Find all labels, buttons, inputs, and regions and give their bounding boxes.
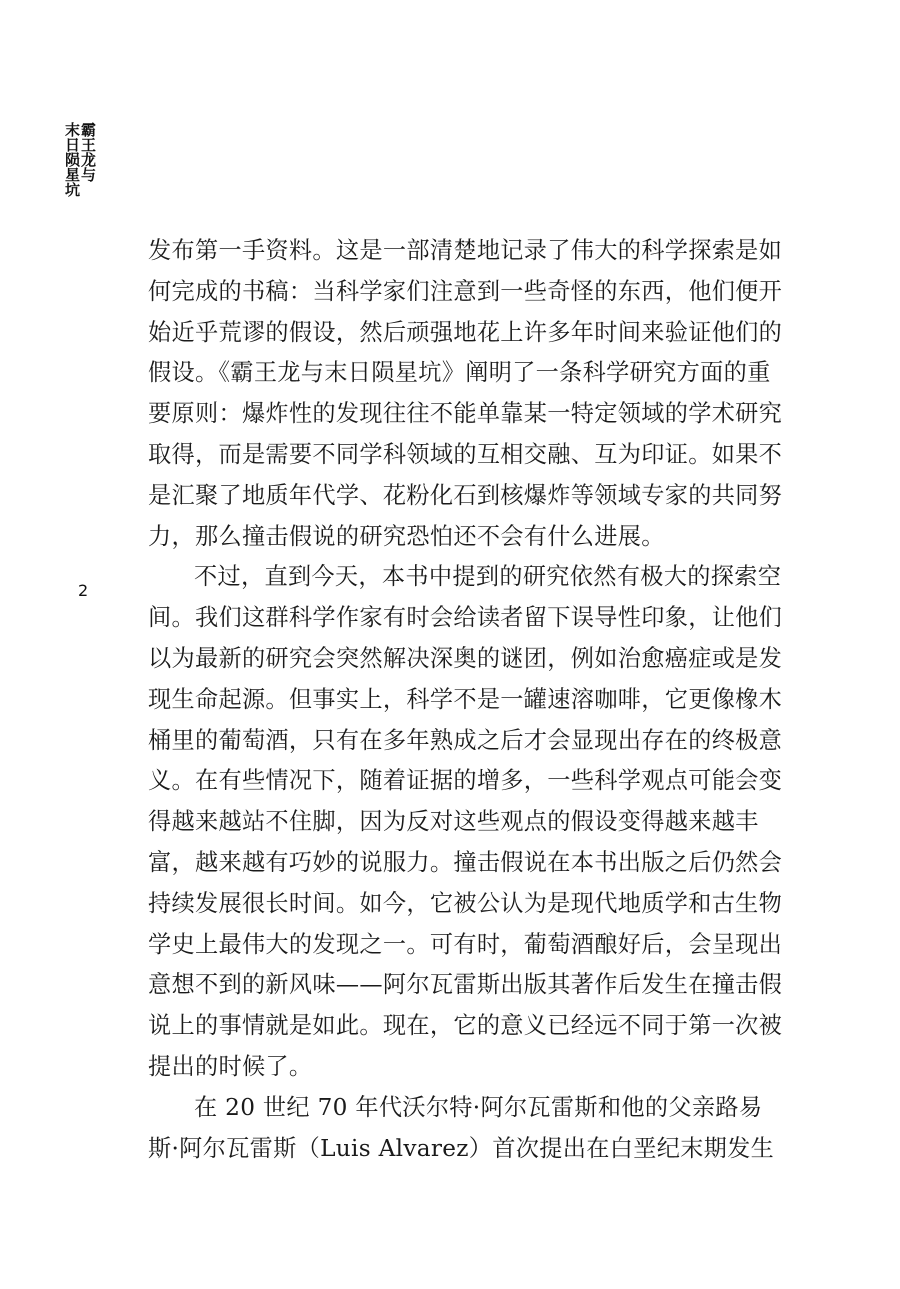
text-line: 义。在有些情况下，随着证据的增多，一些科学观点可能会变: [148, 767, 783, 795]
text-line: 发布第一手资料。这是一部清楚地记录了伟大的科学探索是如: [148, 237, 783, 264]
text-line: 说上的事情就是如此。现在，它的意义已经远不同于第一次被: [148, 1012, 783, 1040]
text-line: 取得，而是需要不同学科领域的互相交融、互为印证。如果不: [148, 440, 783, 468]
text-line: 要原则：爆炸性的发现往往不能单靠某一特定领域的学术研究: [148, 400, 783, 428]
text-line: 提出的时候了。: [148, 1052, 313, 1080]
book-title-line-2: 末日陨星坑: [63, 122, 81, 197]
text-line: 以为最新的研究会突然解决深奥的谜团，例如治愈癌症或是发: [148, 644, 783, 672]
text-line: 何完成的书稿：当科学家们注意到一些奇怪的东西，他们便开: [148, 277, 783, 305]
text-line: 始近乎荒谬的假设，然后顽强地花上许多年时间来验证他们的: [148, 318, 783, 346]
text-line: 得越来越站不住脚，因为反对这些观点的假设变得越来越丰: [148, 808, 759, 836]
text-line: 意想不到的新风味——阿尔瓦雷斯出版其著作后发生在撞击假: [148, 971, 783, 999]
book-title-line-1: 霸王龙与: [79, 122, 97, 182]
text-line: 假设。《霸王龙与末日陨星坑》阐明了一条科学研究方面的重: [148, 359, 771, 387]
text-line: 富，越来越有巧妙的说服力。撞击假说在本书出版之后仍然会: [148, 848, 783, 876]
text-line: 在 20 世纪 70 年代沃尔特·阿尔瓦雷斯和他的父亲路易: [194, 1093, 763, 1121]
text-line: 斯·阿尔瓦雷斯（Luis Alvarez）首次提出在白垩纪末期发生: [148, 1134, 775, 1162]
text-line: 力，那么撞击假说的研究恐怕还不会有什么进展。: [148, 522, 665, 550]
text-line: 学史上最伟大的发现之一。可有时，葡萄酒酿好后，会呈现出: [148, 930, 783, 958]
page-number: 2: [78, 581, 89, 600]
running-head-book-title: [64, 122, 95, 197]
text-line: 现生命起源。但事实上，科学不是一罐速溶咖啡，它更像橡木: [148, 685, 783, 713]
text-line: 桶里的葡萄酒，只有在多年熟成之后才会显现出存在的终极意: [148, 726, 783, 754]
text-line: 间。我们这群科学作家有时会给读者留下误导性印象，让他们: [148, 604, 783, 632]
text-line: 不过，直到今天，本书中提到的研究依然有极大的探索空: [194, 563, 782, 591]
text-line: 是汇聚了地质年代学、花粉化石到核爆炸等领域专家的共同努: [148, 481, 783, 509]
body-text: [148, 231, 783, 1169]
text-line: 持续发展很长时间。如今，它被公认为是现代地质学和古生物: [148, 889, 783, 917]
